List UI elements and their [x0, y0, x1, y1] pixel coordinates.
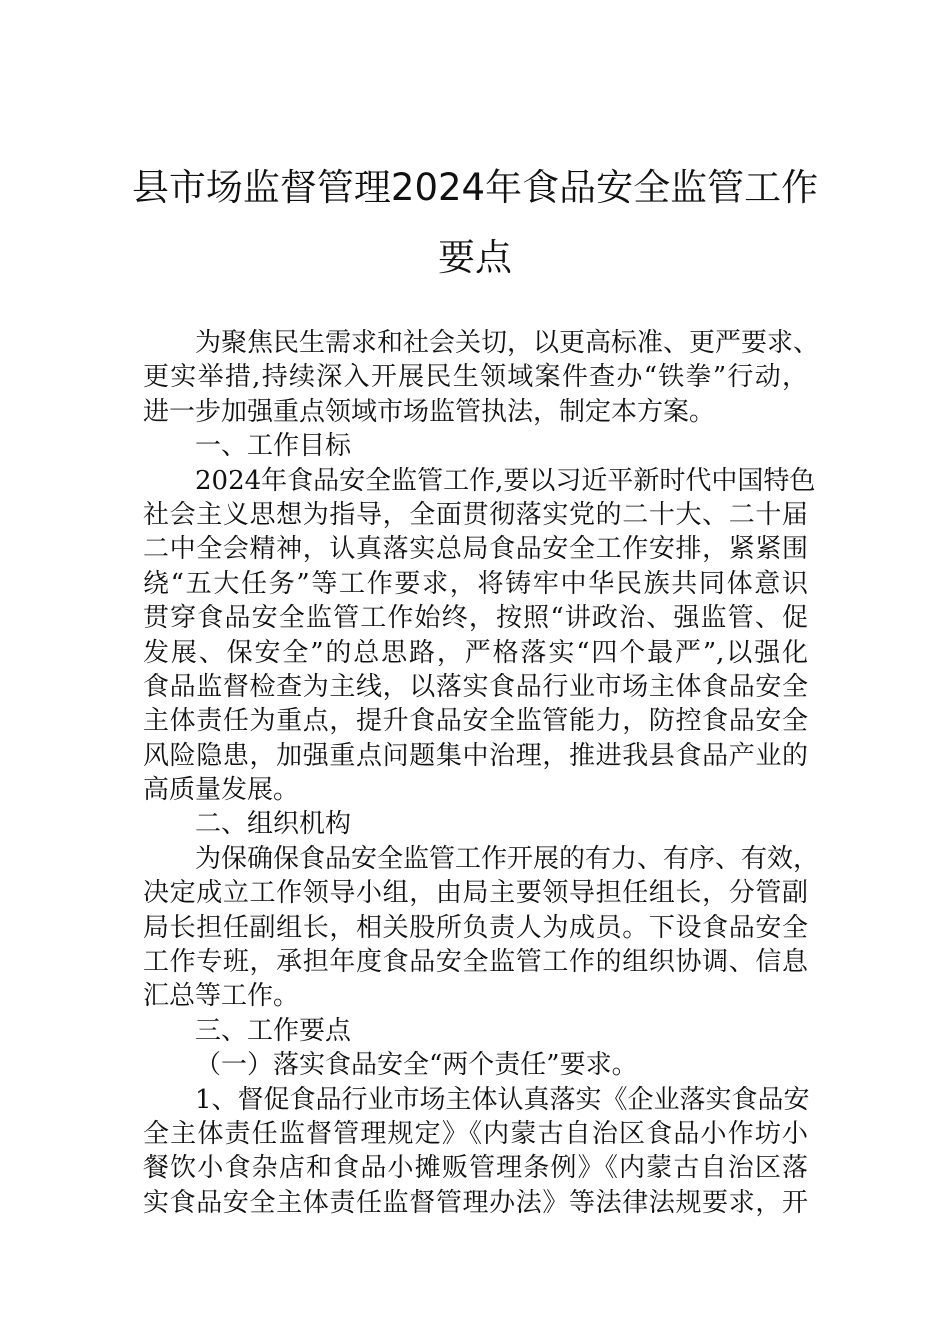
body-text-line: 绕“五大任务”等工作要求，将铸牢中华民族共同体意识 [143, 568, 808, 599]
body-text-line: 社会主义思想为指导，全面贯彻落实党的二十大、二十届 [143, 499, 808, 530]
body-text-line: 为保确保食品安全监管工作开展的有力、有序、有效， [195, 843, 820, 874]
body-text-line: （一）落实食品安全“两个责任”要求。 [195, 1050, 638, 1081]
body-text-line: 更实举措,持续深入开展民生领域案件查办“铁拳”行动， [143, 362, 808, 393]
body-text-line: 实食品安全主体责任监督管理办法》等法律法规要求，开 [143, 1187, 808, 1218]
body-text-line: 决定成立工作领导小组，由局主要领导担任组长，分管副 [143, 878, 808, 909]
body-text-line: 全主体责任监督管理规定》《内蒙古自治区食品小作坊小 [143, 1118, 808, 1149]
body-text-line: 贯穿食品安全监管工作始终，按照“讲政治、强监管、促 [143, 603, 808, 634]
body-text-line: 为聚焦民生需求和社会关切，以更高标准、更严要求、 [195, 328, 820, 358]
body-text-line: 进一步加强重点领域市场监管执法，制定本方案。 [143, 396, 716, 427]
document-title-line-2: 要点 [438, 236, 512, 279]
body-text-line: 高质量发展。 [143, 775, 300, 806]
body-text-line: 发展、保安全”的总思路，严格落实“四个最严”,以强化 [143, 637, 808, 668]
document-body [143, 326, 820, 1220]
body-text-line: 食品监督检查为主线，以落实食品行业市场主体食品安全 [143, 671, 808, 702]
body-text-line: 二、组织机构 [195, 809, 352, 840]
document-title-line-1: 县市场监督管理2024年食品安全监管工作 [131, 166, 819, 209]
body-text-line: 工作专班，承担年度食品安全监管工作的组织协调、信息 [143, 947, 808, 978]
body-text-line: 1、督促食品行业市场主体认真落实《企业落实食品安 [195, 1084, 810, 1115]
body-text-line: 三、工作要点 [195, 1015, 352, 1046]
body-text-line: 餐饮小食杂店和食品小摊贩管理条例》《内蒙古自治区落 [143, 1153, 808, 1184]
body-text-line: 风险隐患，加强重点问题集中治理，推进我县食品产业的 [143, 740, 808, 771]
body-text-line: 一、工作目标 [195, 431, 352, 462]
body-text-line: 主体责任为重点，提升食品安全监管能力，防控食品安全 [143, 706, 808, 737]
body-text-line: 二中全会精神，认真落实总局食品安全工作安排，紧紧围 [143, 534, 808, 565]
body-text-line: 汇总等工作。 [143, 981, 300, 1012]
body-text-line: 2024年食品安全监管工作,要以习近平新时代中国特色 [195, 465, 816, 496]
body-text-line: 局长担任副组长，相关股所负责人为成员。下设食品安全 [143, 912, 808, 943]
